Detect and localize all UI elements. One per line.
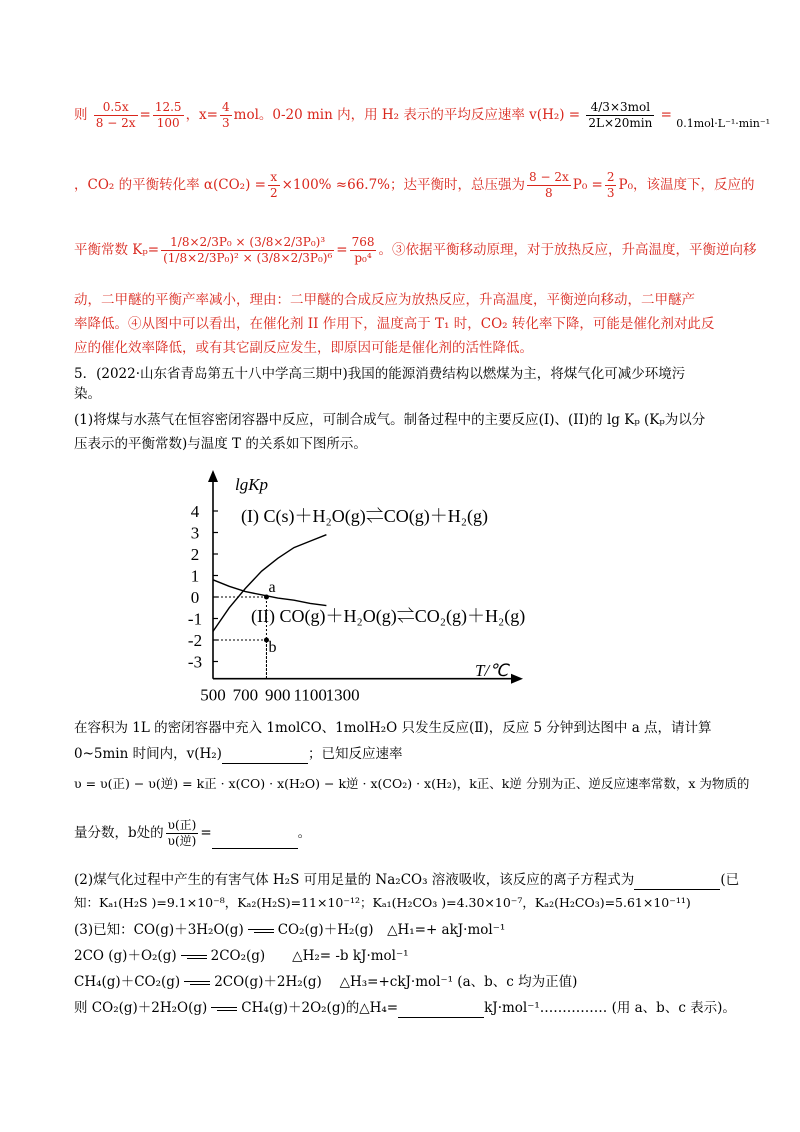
q5-q1-line-d (74, 818, 740, 849)
q5-heading: 5．(2022·山东省青岛第五十八中学高三期中)我国的能源消费结构以燃煤为主，将煤气化可减少环境污 (74, 366, 686, 382)
lgkp-temperature-chart (187, 470, 535, 705)
text: ×100% ≈66.7%；达平衡时，总压强为 (281, 177, 525, 193)
y-axis-arrow (208, 470, 218, 482)
q5-part2-a (74, 870, 740, 890)
num: x (268, 170, 280, 186)
num: 8 − 2x (529, 170, 569, 184)
series-1-label: (I) C(s)＋H₂O(g)⇌CO(g)＋H₂(g) (241, 506, 488, 526)
y-tick-label: 3 (190, 523, 200, 543)
equilibrium-arrow-icon (211, 1007, 237, 1011)
x-axis-arrow (511, 674, 523, 684)
answer-blank-ion-equation[interactable] (634, 875, 720, 890)
den: 100 (156, 116, 180, 130)
text: 0.1mol·L⁻¹·min⁻¹ (676, 117, 771, 130)
fraction (268, 170, 280, 201)
text: kJ·mol⁻¹…………… (用 a、b、c 表示)。 (484, 1000, 736, 1016)
text: ，x= (185, 107, 218, 123)
num: 12.5 (154, 100, 182, 114)
chart-axes (208, 470, 526, 684)
den: 2L×20min (588, 116, 653, 130)
q5-part1-b: 压表示的平衡常数)与温度 T 的关系如下图所示。 (74, 436, 367, 452)
x-tick-label: 900 (265, 685, 291, 705)
text: 则 CO₂(g)＋2H₂O(g) (74, 1000, 208, 1016)
q5-q1-line-b (74, 744, 740, 764)
text: = (660, 107, 672, 123)
den: υ(逆) (167, 834, 197, 848)
q5-part3-l1 (74, 920, 740, 940)
solution-line-6: 应的催化效率降低，或有其它副反应发生，即原因可能是催化剂的活性降低。 (74, 340, 533, 356)
text: 。③依据平衡移动原理，对于放热反应，升高温度，平衡逆向移 (378, 242, 757, 258)
answer-blank-dh4[interactable] (398, 1003, 484, 1018)
solution-line-5: 率降低。④从图中可以看出，在催化剂 II 作用下，温度高于 T₁ 时，CO₂ 转化率下降，可能是催化剂对此反 (74, 316, 715, 332)
fraction (161, 235, 334, 266)
den: p₀⁴ (354, 251, 372, 265)
q5-part1: (1)将煤与水蒸气在恒容密闭容器中反应，可制合成气。制备过程中的主要反应(I)、(II)的 lg Kₚ (Kₚ为以分 (74, 412, 706, 428)
text: 2CO(g)＋2H₂(g) △H₃=+ckJ·mol⁻¹ (a、b、c 均为正值) (214, 974, 578, 990)
text: 则 (74, 107, 88, 123)
q5-part3-l3 (74, 972, 740, 992)
text: 。 (297, 825, 312, 841)
text: ；已知反应速率 (307, 746, 403, 762)
solution-line-4: 动，二甲醚的平衡产率减小，理由：二甲醚的合成反应为放热反应，升高温度，平衡逆向移动，二甲醚产 (74, 292, 695, 308)
x-tick-label: 1300 (325, 685, 360, 705)
num: υ(正) (167, 818, 197, 832)
q5-part3-l4 (74, 998, 740, 1018)
den: 3 (222, 116, 230, 130)
den: 3 (606, 186, 615, 200)
text: P₀ = (572, 177, 603, 193)
text: 2CO₂(g) △H₂= -b kJ·mol⁻¹ (210, 948, 409, 964)
equilibrium-arrow-icon (181, 955, 207, 959)
answer-blank-ratio[interactable] (212, 834, 298, 849)
num: 1/8×2/3P₀ × (3/8×2/3P₀)³ (161, 235, 334, 251)
fraction (605, 170, 617, 201)
q5-part3-l2 (74, 946, 740, 966)
den: 8 − 2x (95, 116, 136, 130)
text: 量分数，b处的 (74, 825, 164, 841)
text: (已 (720, 872, 740, 888)
x-tick-label: 700 (232, 685, 259, 705)
q5-q1-line-a: 在容积为 1L 的密闭容器中充入 1molCO、1molH₂O 只发生反应(Ⅱ)，反应 5 分钟到达图中 a 点，请计算 (74, 720, 712, 736)
y-tick-label: 4 (190, 502, 200, 521)
y-tick-label: -1 (187, 609, 203, 629)
text: = (200, 825, 212, 841)
num: 0.5x (94, 100, 138, 116)
q5-q1-line-c: υ = υ(正) − υ(逆) = k正 · x(CO) · x(H₂O) − k逆 · x(CO₂) · x(H₂)，k正、k逆 分别为正、逆反应速率常数，x 为物质的 (74, 776, 750, 791)
text: CH₄(g)＋CO₂(g) (74, 974, 181, 990)
fraction (220, 100, 232, 131)
fraction (153, 100, 184, 131)
text: = (139, 107, 151, 123)
y-tick-label: 1 (190, 566, 200, 586)
q5-part2-b: 知：Kₐ₁(H₂S )=9.1×10⁻⁸，Kₐ₂(H₂S)=11×10⁻¹²；Kₐ₁(H₂CO₃ )=4.30×10⁻⁷，Kₐ₂(H₂CO₃)=5.61×10⁻¹¹) (74, 895, 691, 910)
text: ，CO₂ 的平衡转化率 α(CO₂) = (74, 177, 266, 193)
num: 4/3×3mol (586, 100, 654, 116)
y-tick-label: 2 (190, 545, 200, 564)
solution-line-3 (74, 235, 757, 266)
x-tick-label: 1100 (293, 685, 327, 705)
text: P₀，该温度下，反应的 (618, 177, 755, 193)
x-tick-label: 500 (200, 685, 226, 705)
text: mol。0-20 min 内，用 H₂ 表示的平均反应速率 v(H₂) = (233, 107, 581, 123)
text: (3)已知：CO(g)＋3H₂O(g) (74, 922, 244, 938)
num: 4 (222, 100, 230, 114)
point-label-b: b (268, 639, 277, 656)
equilibrium-arrow-icon (184, 981, 210, 985)
solution-line-2 (74, 170, 755, 201)
text: CH₄(g)＋2O₂(g)的△H₄= (241, 1000, 399, 1016)
num: 768 (351, 235, 375, 249)
text: 2CO (g)＋O₂(g) (74, 948, 177, 964)
y-axis-label: lgKp (235, 475, 269, 494)
text: 0~5min 时间内，v(H₂) (74, 746, 222, 762)
solution-line-1 (74, 100, 771, 131)
y-tick-label: -2 (187, 631, 203, 650)
equilibrium-arrow-icon (248, 929, 274, 933)
point-label-a: a (268, 579, 276, 596)
fraction (166, 818, 199, 849)
text: = (336, 242, 348, 258)
x-axis-label: T/℃ (475, 661, 509, 680)
y-tick-label: 0 (190, 588, 200, 607)
series-2-label: (II) CO(g)＋H₂O(g)⇌CO₂(g)＋H₂(g) (251, 606, 526, 626)
fraction (94, 100, 138, 131)
text: 平衡常数 Kₚ= (74, 242, 160, 258)
text: (2)煤气化过程中产生的有害气体 H₂S 可用足量的 Na₂CO₃ 溶液吸收，该反应的离子方程式为 (74, 872, 635, 888)
answer-blank-vh2[interactable] (222, 749, 308, 764)
fraction (586, 100, 654, 131)
fraction (350, 235, 377, 266)
text: CO₂(g)＋H₂(g) △H₁=+ akJ·mol⁻¹ (277, 922, 506, 938)
y-tick-label: -3 (187, 652, 203, 672)
den: 8 (545, 186, 553, 200)
q5-heading-2: 染。 (74, 386, 101, 402)
chart-points (213, 579, 276, 679)
num: 2 (606, 170, 615, 184)
fraction (527, 170, 571, 201)
den: 2 (269, 186, 278, 200)
den: (1/8×2/3P₀)² × (3/8×2/3P₀)⁶ (163, 251, 333, 265)
